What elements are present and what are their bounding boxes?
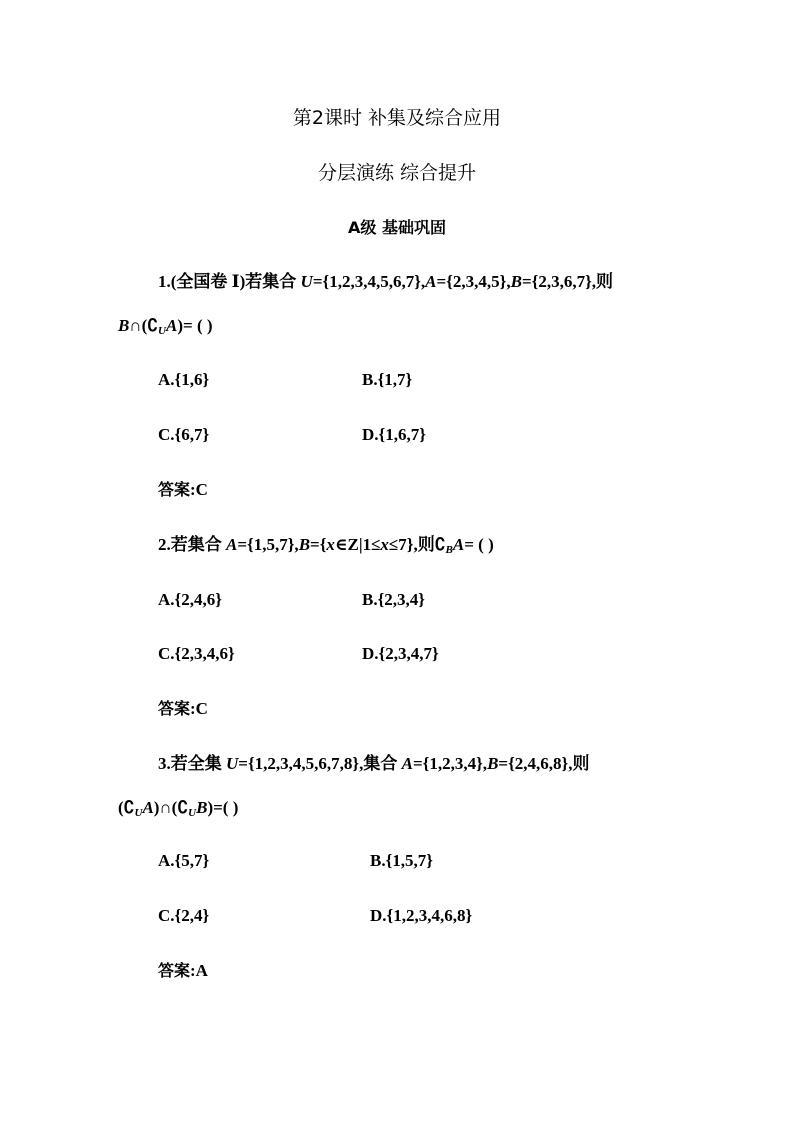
set-symbol: U xyxy=(300,272,313,291)
set-symbol: A xyxy=(452,535,465,554)
question-2-option-a: A.{2,4,6} xyxy=(158,590,222,609)
question-number: 2. xyxy=(158,535,171,554)
set-symbol: U xyxy=(226,754,239,773)
set-value: ={ xyxy=(310,535,327,554)
question-3-line-1 xyxy=(158,753,590,775)
question-number: 3. xyxy=(158,754,171,773)
subscript: U xyxy=(188,807,197,819)
question-text: 若集合 xyxy=(170,535,226,554)
set-value: ≤7},则∁ xyxy=(388,535,446,554)
answer-value: :C xyxy=(190,480,208,499)
set-value: ={1,2,3,4}, xyxy=(412,754,488,773)
set-symbol: A xyxy=(226,535,238,554)
question-2-option-b: B.{2,3,4} xyxy=(362,590,425,609)
set-symbol: B xyxy=(196,798,208,817)
question-number: 1. xyxy=(158,272,171,291)
set-value: ={2,3,4,5}, xyxy=(436,272,511,291)
question-1-line-2 xyxy=(118,315,213,342)
subscript: B xyxy=(445,544,453,556)
question-1-option-b: B.{1,7} xyxy=(362,370,413,389)
question-3-option-d: D.{1,2,3,4,6,8} xyxy=(370,906,473,925)
question-3-answer xyxy=(158,960,208,982)
answer-value: :C xyxy=(190,699,208,718)
answer-label: 答案 xyxy=(158,480,191,499)
set-value: ={1,2,3,4,5,6,7,8},集合 xyxy=(238,754,402,773)
set-symbol: B xyxy=(298,535,311,554)
question-3-option-c: C.{2,4} xyxy=(158,906,210,925)
set-symbol: A xyxy=(425,272,437,291)
set-value: ={1,5,7}, xyxy=(237,535,299,554)
set-symbol: B xyxy=(118,316,130,335)
question-1-answer xyxy=(158,479,208,501)
set-value: ={2,4,6,8},则 xyxy=(498,754,590,773)
question-1-option-a: A.{1,6} xyxy=(158,370,210,389)
subscript: U xyxy=(134,807,143,819)
question-2-option-d: D.{2,3,4,7} xyxy=(362,644,439,663)
set-symbol: B xyxy=(487,754,499,773)
set-value: ={1,2,3,4,5,6,7}, xyxy=(312,272,426,291)
question-3-option-a: A.{5,7} xyxy=(158,851,210,870)
set-value: ={2,3,6,7},则 xyxy=(521,272,614,291)
question-3-option-b: B.{1,5,7} xyxy=(370,851,433,870)
answer-label: 答案 xyxy=(158,699,191,718)
variable: x xyxy=(326,535,335,554)
subscript: U xyxy=(158,325,166,337)
set-symbol: A xyxy=(166,316,178,335)
question-1-option-d: D.{1,6,7} xyxy=(362,425,426,444)
answer-blank: = ( ) xyxy=(464,535,494,554)
question-text: 若全集 xyxy=(170,754,226,773)
answer-value: :A xyxy=(190,961,208,980)
set-symbol: B xyxy=(510,272,522,291)
page-title: 第2课时 补集及综合应用 xyxy=(292,107,502,129)
question-1-option-c: C.{6,7} xyxy=(158,425,210,444)
question-2-line-1 xyxy=(158,534,494,561)
answer-blank: )=( ) xyxy=(207,798,239,817)
answer-label: 答案 xyxy=(158,961,191,980)
variable: x xyxy=(380,535,389,554)
question-2-option-c: C.{2,3,4,6} xyxy=(158,644,235,663)
question-3-line-2 xyxy=(118,797,238,824)
question-text: (全国卷 Ⅰ)若集合 xyxy=(170,272,301,291)
set-symbol: A xyxy=(142,798,154,817)
section-subtitle: 分层演练 综合提升 xyxy=(317,162,477,184)
question-2-answer xyxy=(158,698,208,720)
operator: ∩(∁ xyxy=(129,316,159,335)
question-1-line-1 xyxy=(158,271,613,293)
level-heading: A级 基础巩固 xyxy=(348,218,446,237)
operator: )∩(∁ xyxy=(153,798,189,817)
answer-blank: )= ( ) xyxy=(177,316,213,335)
set-value: ∈Z|1≤ xyxy=(334,535,381,554)
operator: (∁ xyxy=(118,798,135,817)
set-symbol: A xyxy=(401,754,413,773)
